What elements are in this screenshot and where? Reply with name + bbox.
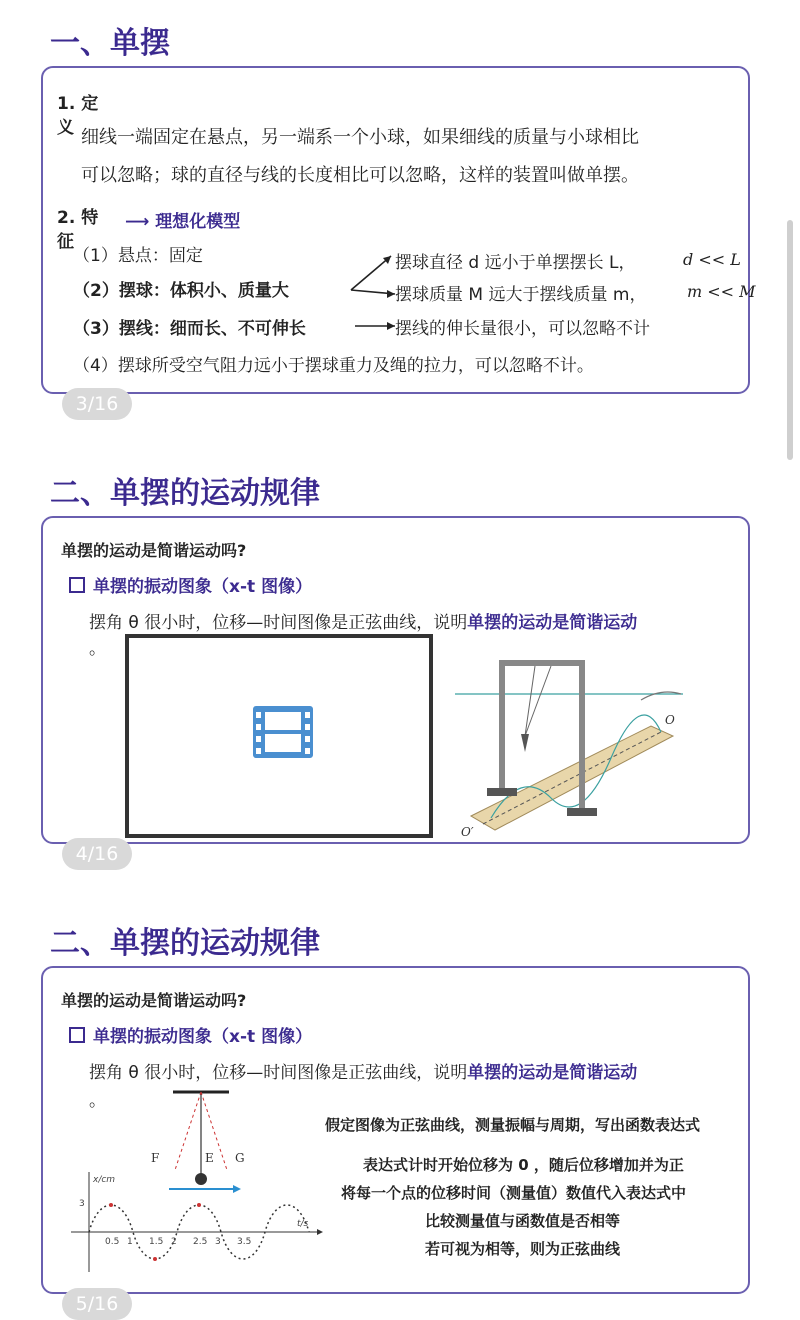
checkbox-icon	[69, 577, 85, 593]
x-tick-label: 3	[215, 1237, 221, 1247]
description-end: 。	[89, 639, 106, 659]
tick-label-y: 3	[79, 1199, 85, 1209]
label-f: F	[151, 1151, 160, 1165]
description: 摆角 θ 很小时，位移—时间图像是正弦曲线，说明单摆的运动是简谐运动	[89, 613, 638, 633]
x-tick-label: 2.5	[193, 1237, 208, 1247]
description-end: 。	[89, 1091, 106, 1111]
page-indicator-2: 4/16	[62, 838, 132, 870]
note-diameter: 摆球直径 d 远小于单摆摆长 L，	[395, 253, 636, 273]
x-tick-label: 0.5	[105, 1237, 120, 1247]
subheading: 单摆的振动图象（x-t 图像）	[69, 1022, 312, 1047]
page-indicator-3: 5/16	[62, 1288, 132, 1320]
note-mass-formula: m << M	[687, 282, 756, 301]
section-title-3: 二、单摆的运动规律	[50, 926, 320, 961]
ideal-model-label: ⟶ 理想化模型	[125, 212, 241, 232]
film-icon	[251, 704, 315, 760]
branch-arrows	[343, 248, 403, 338]
note-line: 摆线的伸长量很小，可以忽略不计	[395, 319, 650, 339]
definition-card	[41, 66, 756, 394]
x-tick-label: 1	[127, 1237, 133, 1247]
scrollbar[interactable]	[787, 220, 793, 460]
sine-verification-card	[41, 966, 750, 1294]
x-tick-label: 3.5	[237, 1237, 252, 1247]
note-diameter-formula: d << L	[683, 250, 741, 269]
definition-line-2: 可以忽略；球的直径与线的长度相比可以忽略，这样的装置叫做单摆。	[81, 165, 639, 186]
x-tick-label: 2	[171, 1237, 177, 1247]
definition-heading: 1. 定义	[57, 94, 99, 138]
subheading: 单摆的振动图象（x-t 图像）	[69, 572, 312, 597]
axis-label-x: t/s	[297, 1219, 309, 1229]
checkbox-icon	[69, 1027, 85, 1043]
section-title-2: 二、单摆的运动规律	[50, 476, 320, 511]
note-mass: 摆球质量 M 远大于摆线质量 m，	[395, 285, 647, 305]
step-1: 假定图像为正弦曲线，测量振幅与周期，写出函数表达式	[325, 1116, 701, 1134]
description: 摆角 θ 很小时，位移—时间图像是正弦曲线，说明单摆的运动是简谐运动	[89, 1063, 638, 1083]
definition-line-1: 细线一端固定在悬点，另一端系一个小球，如果细线的质量与小球相比	[81, 127, 639, 148]
pendulum-sine-graph	[65, 1086, 325, 1276]
photo-label-o: O	[665, 713, 675, 727]
question-text: 单摆的运动是简谐运动吗?	[61, 541, 247, 560]
step-3: 将每一个点的位移时间（测量值）数值代入表达式中	[341, 1184, 687, 1202]
feature-item-1: （1）悬点：固定	[73, 246, 203, 266]
section-title-1: 一、单摆	[50, 26, 170, 61]
video-player[interactable]	[125, 634, 433, 838]
x-tick-labels	[105, 1237, 251, 1247]
feature-item-4: （4）摆球所受空气阻力远小于摆球重力及绳的拉力，可以忽略不计。	[73, 356, 594, 376]
feature-heading: 2. 特征	[57, 208, 99, 252]
step-5: 若可视为相等，则为正弦曲线	[425, 1240, 621, 1258]
label-e: E	[205, 1151, 214, 1165]
feature-item-3: （3）摆线：细而长、不可伸长	[73, 319, 306, 339]
label-g: G	[235, 1151, 245, 1165]
question-text: 单摆的运动是简谐运动吗?	[61, 991, 247, 1010]
step-4: 比较测量值与函数值是否相等	[425, 1212, 621, 1230]
x-tick-label: 1.5	[149, 1237, 164, 1247]
step-2: 表达式计时开始位移为 0 ，随后位移增加并为正	[363, 1156, 684, 1174]
motion-card	[41, 516, 750, 844]
photo-label-o-prime: O′	[461, 825, 474, 838]
feature-item-2: （2）摆球：体积小、质量大	[73, 281, 289, 301]
page-indicator-1: 3/16	[62, 388, 132, 420]
pendulum-apparatus-illustration	[451, 648, 691, 838]
axis-label-y: x/cm	[93, 1175, 116, 1185]
